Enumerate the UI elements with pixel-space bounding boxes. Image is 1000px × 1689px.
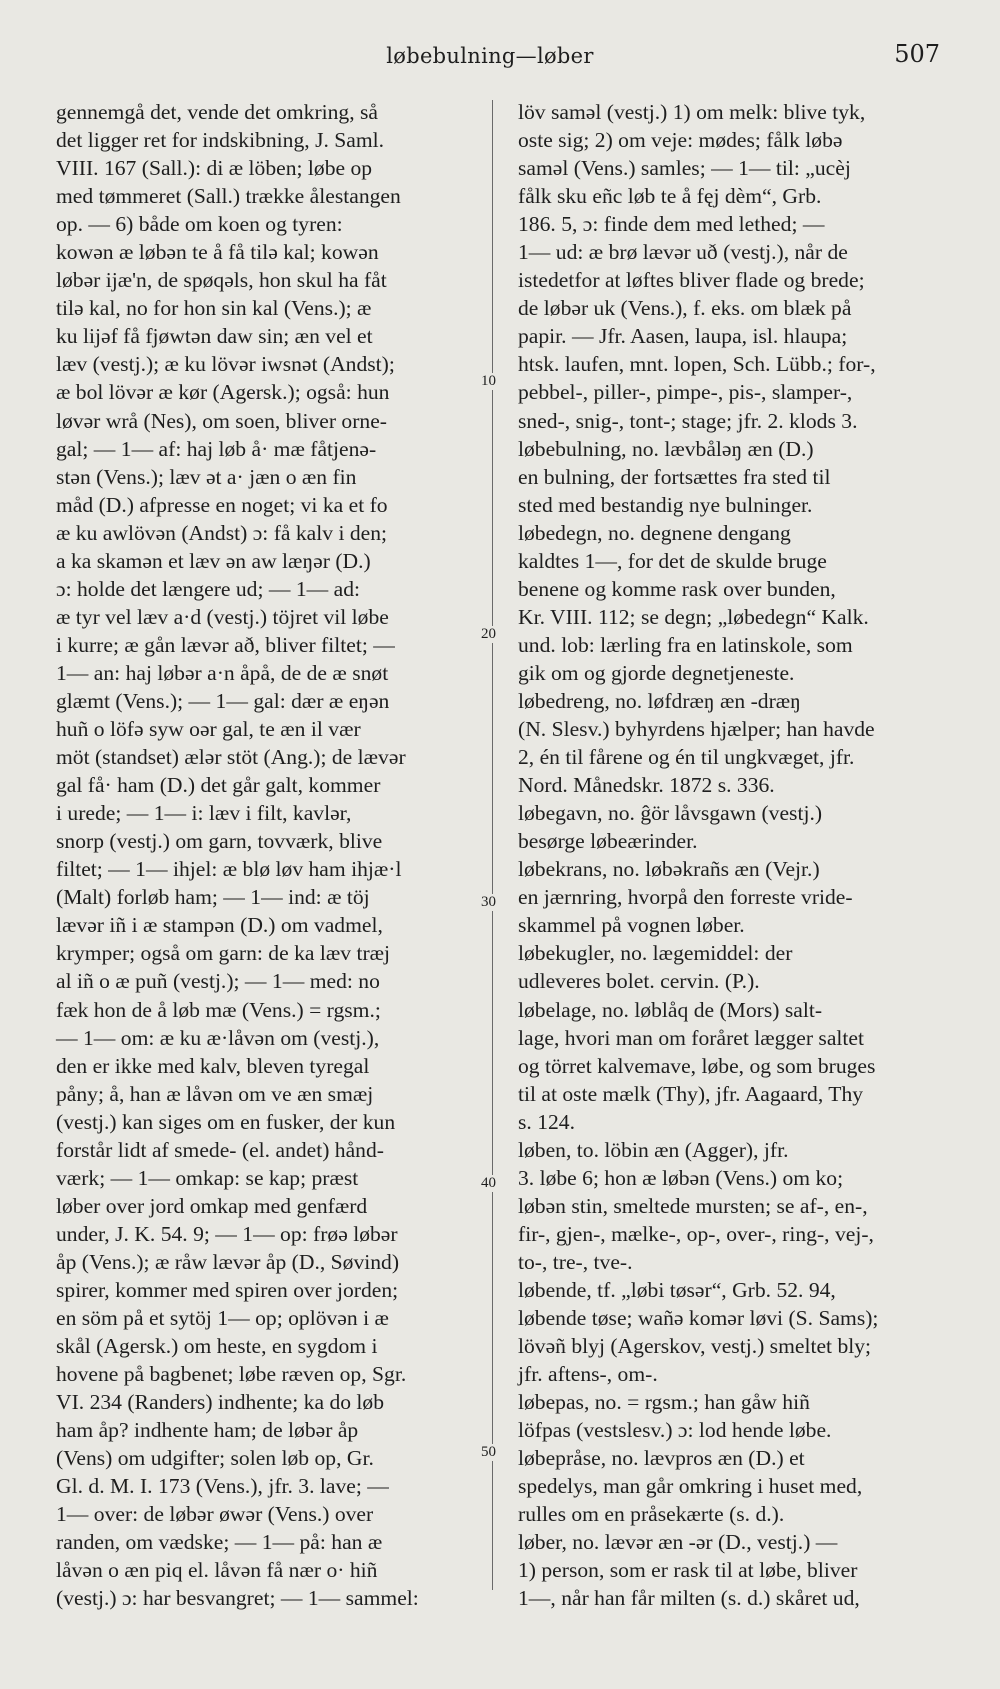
text-line: gennemgå det, vende det omkring, så bbox=[56, 100, 379, 124]
text-line: (Vens) om udgifter; solen løb op, Gr. bbox=[56, 1446, 374, 1471]
text-line: rulles om en pråsekærte (s. d.). bbox=[518, 1502, 785, 1527]
text-line: løbekrans, no. løbəkrañs æn (Vejr.) bbox=[518, 857, 820, 882]
text-line: löfpas (vestslesv.) ɔ: lod hende løbe. bbox=[518, 1418, 832, 1443]
text-line: de løbər uk (Vens.), f. eks. om blæk på bbox=[518, 296, 852, 321]
text-line: — 1— om: æ ku æ·låvən om (vestj.), bbox=[56, 1025, 380, 1050]
text-line: lage, hvori man om foråret lægger saltet bbox=[518, 1025, 864, 1050]
text-line: under, J. K. 54. 9; — 1— op: frøə løbər bbox=[56, 1221, 398, 1246]
text-line: papir. — Jfr. Aasen, laupa, isl. hlaupa; bbox=[518, 324, 848, 349]
text-line: løbelage, no. løblåq de (Mors) salt- bbox=[518, 997, 823, 1022]
text-line: tilə kal, no for hon sin kal (Vens.); æ bbox=[56, 296, 372, 321]
text-line: løbepas, no. = rgsm.; han gåw hiñ bbox=[518, 1390, 810, 1415]
text-line: (vestj.) kan siges om en fusker, der kun bbox=[56, 1109, 396, 1134]
text-line: udleveres bolet. cervin. (P.). bbox=[518, 969, 760, 994]
right-column bbox=[518, 98, 958, 1613]
text-line: istedetfor at løftes bliver flade og brede; bbox=[518, 268, 865, 293]
text-line: løbende, tf. „løbi tøsər“, Grb. 52. 94, bbox=[518, 1277, 836, 1302]
text-line: fålk sku eñc løb te å fęj dèm“, Grb. bbox=[518, 184, 822, 209]
text-line: en bulning, der fortsættes fra sted til bbox=[518, 464, 831, 489]
text-line: og törret kalvemave, løbe, og som bruges bbox=[518, 1053, 876, 1078]
text-line: (N. Slesv.) byhyrdens hjælper; han havde bbox=[518, 717, 875, 742]
text-line: påny; å, han æ låvən om ve æn smæj bbox=[56, 1081, 374, 1106]
text-line: stən (Vens.); læv ət a· jæn o æn fin bbox=[56, 464, 357, 489]
text-line: gal; — 1— af: haj løb å· mæ fåtjenə- bbox=[56, 436, 377, 461]
text-line: fæk hon de å løb mæ (Vens.) = rgsm.; bbox=[56, 997, 381, 1022]
text-line: løbedreng, no. løfdræŋ æn -dræŋ bbox=[518, 688, 801, 713]
text-line: Kr. VIII. 112; se degn; „løbedegn“ Kalk. bbox=[518, 604, 869, 629]
text-line: sted med bestandig nye bulninger. bbox=[518, 492, 813, 517]
text-line: forstår lidt af smede- (el. andet) hånd- bbox=[56, 1137, 384, 1162]
text-line: löv saməl (vestj.) 1) om melk: blive tyk, bbox=[518, 100, 866, 124]
text-line: 186. 5, ɔ: finde dem med lethed; — bbox=[518, 212, 825, 237]
text-line: løbedegn, no. degnene dengang bbox=[518, 520, 791, 545]
text-line: æ bol lövər æ kør (Agersk.); også: hun bbox=[56, 380, 390, 405]
text-line: løbende tøse; wañə komər løvi (S. Sams); bbox=[518, 1306, 879, 1331]
text-line: VI. 234 (Randers) indhente; ka do løb bbox=[56, 1390, 385, 1415]
text-line: glæmt (Vens.); — 1— gal: dær æ eŋən bbox=[56, 688, 390, 713]
text-line: læv (vestj.); æ ku lövər iwsnət (Andst); bbox=[56, 352, 395, 377]
text-line: ham åp? indhente ham; de løbər åp bbox=[56, 1418, 359, 1443]
text-line: skål (Agersk.) om heste, en sygdom i bbox=[56, 1334, 378, 1359]
text-line: saməl (Vens.) samles; — 1— til: „ucèj bbox=[518, 156, 851, 181]
line-number-marker: 20 bbox=[481, 626, 496, 642]
text-line: løbən stin, smeltede mursten; se af-, en-, bbox=[518, 1193, 868, 1218]
text-line: 1— over: de løbər øwər (Vens.) over bbox=[56, 1502, 374, 1527]
text-line: a ka skamən et læv ən aw læŋər (D.) bbox=[56, 548, 371, 573]
text-line: æ ku awlövən (Andst) ɔ: få kalv i den; bbox=[56, 520, 388, 545]
text-line: løbebulning, no. lævbåləŋ æn (D.) bbox=[518, 436, 814, 461]
line-number-marker: 50 bbox=[481, 1444, 496, 1460]
text-line: randen, om vædske; — 1— på: han æ bbox=[56, 1530, 383, 1555]
text-line: htsk. laufen, mnt. lopen, Sch. Lübb.; for-, bbox=[518, 352, 876, 377]
text-line: en söm på et sytöj 1— op; oplövən i æ bbox=[56, 1306, 389, 1331]
text-line: besørge løbeærinder. bbox=[518, 829, 698, 854]
text-line: filtet; — 1— ihjel: æ blø løv ham ihjæ·l bbox=[56, 857, 402, 882]
text-line: løbər ijæ'n, de spøqəls, hon skul ha fåt bbox=[56, 268, 387, 293]
line-number-marker: 10 bbox=[481, 373, 496, 389]
text-line: løbekugler, no. lægemiddel: der bbox=[518, 941, 793, 966]
left-column bbox=[56, 98, 496, 1613]
text-line: låvən o æn piq el. låvən få nær o· hiñ bbox=[56, 1558, 378, 1583]
text-line: huñ o löfə syw oər gal, te æn il vær bbox=[56, 717, 361, 742]
text-line: med tømmeret (Sall.) trække ålestangen bbox=[56, 184, 401, 209]
text-line: (vestj.) ɔ: har besvangret; — 1— sammel: bbox=[56, 1586, 419, 1611]
text-line: Gl. d. M. I. 173 (Vens.), jfr. 3. lave; — bbox=[56, 1474, 389, 1499]
text-line: pebbel-, piller-, pimpe-, pis-, slamper-, bbox=[518, 380, 853, 405]
text-line: værk; — 1— omkap: se kap; præst bbox=[56, 1165, 359, 1190]
text-line: spedelys, man går omkring i huset med, bbox=[518, 1474, 863, 1499]
text-line: lævər iñ i æ stampən (D.) om vadmel, bbox=[56, 913, 383, 938]
text-line: und. lob: lærling fra en latinskole, som bbox=[518, 632, 853, 657]
text-line: ku lijəf få fjøwtən daw sin; æn vel et bbox=[56, 324, 373, 349]
text-line: krymper; også om garn: de ka læv træj bbox=[56, 941, 391, 966]
text-line: løbepråse, no. lævpros æn (D.) et bbox=[518, 1446, 805, 1471]
text-line: s. 124. bbox=[518, 1109, 575, 1134]
text-line: (Malt) forløb ham; — 1— ind: æ töj bbox=[56, 885, 370, 910]
page-header bbox=[40, 40, 940, 80]
text-line: ɔ: holde det længere ud; — 1— ad: bbox=[56, 576, 361, 601]
line-number-marker: 40 bbox=[481, 1175, 496, 1191]
text-line: i kurre; æ gån lævər að, bliver filtet; — bbox=[56, 632, 395, 657]
text-line: løber over jord omkap med genfærd bbox=[56, 1193, 368, 1218]
text-line: 1— an: haj løbər a·n åpå, de de æ snøt bbox=[56, 660, 389, 685]
text-line: jfr. aftens-, om-. bbox=[518, 1362, 658, 1387]
text-line: benene og komme rask over bunden, bbox=[518, 576, 836, 601]
text-line: en jærnring, hvorpå den forreste vride- bbox=[518, 885, 853, 910]
text-line: VIII. 167 (Sall.): di æ löben; løbe op bbox=[56, 156, 373, 181]
text-line: fir-, gjen-, mælke-, op-, over-, ring-, vej-, bbox=[518, 1221, 874, 1246]
text-line: løvər wrå (Nes), om soen, bliver orne- bbox=[56, 408, 387, 433]
text-line: løbegavn, no. ĝör låvsgawn (vestj.) bbox=[518, 801, 823, 826]
text-line: to-, tre-, tve-. bbox=[518, 1249, 633, 1274]
text-line: 2, én til fårene og én til ungkvæget, jfr. bbox=[518, 745, 855, 770]
text-line: Nord. Månedskr. 1872 s. 336. bbox=[518, 773, 775, 798]
text-line: 1) person, som er rask til at løbe, bliver bbox=[518, 1558, 858, 1583]
page-number: 507 bbox=[894, 40, 940, 68]
text-line: oste sig; 2) om veje: mødes; fålk løbə bbox=[518, 128, 843, 153]
text-line: det ligger ret for indskibning, J. Saml. bbox=[56, 128, 385, 153]
text-line: måd (D.) afpresse en noget; vi ka et fo bbox=[56, 492, 388, 517]
text-line: skammel på vognen løber. bbox=[518, 913, 745, 938]
text-line: gik om og gjorde degnetjeneste. bbox=[518, 660, 795, 685]
text-line: lövəñ blyj (Agerskov, vestj.) smeltet bly; bbox=[518, 1334, 872, 1359]
text-line: 1— ud: æ brø lævər uð (vestj.), når de bbox=[518, 240, 848, 265]
text-line: al iñ o æ puñ (vestj.); — 1— med: no bbox=[56, 969, 380, 994]
text-line: 1—, når han får milten (s. d.) skåret ud, bbox=[518, 1586, 860, 1611]
text-line: snorp (vestj.) om garn, tovværk, blive bbox=[56, 829, 383, 854]
text-line: den er ikke med kalv, bleven tyregal bbox=[56, 1053, 370, 1078]
line-number-marker: 30 bbox=[481, 894, 496, 910]
text-line: op. — 6) både om koen og tyren: bbox=[56, 212, 343, 237]
text-line: 3. løbe 6; hon æ løbən (Vens.) om ko; bbox=[518, 1165, 844, 1190]
text-line: i urede; — 1— i: læv i filt, kavlər, bbox=[56, 801, 352, 826]
text-line: möt (standset) ælər stöt (Ang.); de lævər bbox=[56, 745, 406, 770]
text-line: æ tyr vel læv a·d (vestj.) töjret vil løbe bbox=[56, 604, 389, 629]
text-line: åp (Vens.); æ råw lævər åp (D., Søvind) bbox=[56, 1249, 400, 1274]
text-line: til at oste mælk (Thy), jfr. Aagaard, Thy bbox=[518, 1081, 864, 1106]
text-line: gal få· ham (D.) det går galt, kommer bbox=[56, 773, 381, 798]
text-line: kaldtes 1—, for det de skulde bruge bbox=[518, 548, 827, 573]
running-head: løbebulning—løber bbox=[386, 44, 594, 68]
text-line: løben, to. löbin æn (Agger), jfr. bbox=[518, 1137, 789, 1162]
text-line: spirer, kommer med spiren over jorden; bbox=[56, 1277, 399, 1302]
text-line: sned-, snig-, tont-; stage; jfr. 2. klods 3. bbox=[518, 408, 858, 433]
text-line: hovene på bagbenet; løbe ræven op, Sgr. bbox=[56, 1362, 407, 1387]
text-line: løber, no. lævər æn -ər (D., vestj.) — bbox=[518, 1530, 838, 1555]
text-line: kowən æ løbən te å få tilə kal; kowən bbox=[56, 240, 379, 265]
